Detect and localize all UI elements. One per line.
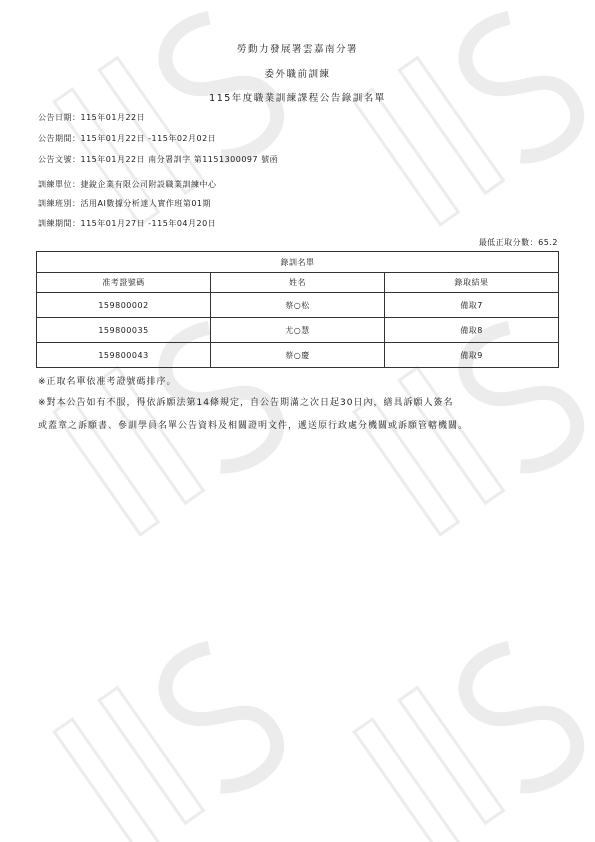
column-header-name: 姓名 — [211, 273, 385, 293]
table-title-row — [37, 252, 559, 273]
admission-table — [36, 251, 559, 368]
minimum-score: 最低正取分數：65.2 — [478, 238, 558, 247]
note-sorting: ※正取名單依准考證號碼排序。 — [38, 377, 177, 387]
result-cell: 備取7 — [385, 293, 559, 318]
announce-period: 公告期間：115年01月22日 -115年02月02日 — [38, 134, 217, 143]
exam-number-cell: 159800043 — [37, 343, 211, 368]
training-unit: 訓練單位：捷銳企業有限公司附設職業訓練中心 — [38, 180, 217, 189]
announce-date: 公告日期：115年01月22日 — [38, 113, 146, 122]
name-cell: 蔡○慶 — [211, 343, 385, 368]
table-title: 錄訓名單 — [37, 252, 559, 273]
note-appeal-line2: 或蓋章之訴願書、參訓學員名單公告資料及相關證明文件，遞送原行政處分機關或訴願管轄機關。 — [38, 421, 469, 431]
agency-title: 勞動力發展署雲嘉南分署 — [236, 44, 358, 55]
name-cell: 蔡○松 — [211, 293, 385, 318]
result-cell: 備取9 — [385, 343, 559, 368]
table-row — [37, 318, 559, 343]
program-title: 委外職前訓練 — [264, 69, 331, 80]
training-class: 訓練班別：活用AI數據分析達人實作班第01期 — [38, 199, 212, 208]
column-header-exam-number: 准考證號碼 — [37, 273, 211, 293]
document-title: 115年度職業訓練課程公告錄訓名單 — [209, 93, 386, 104]
result-cell: 備取8 — [385, 318, 559, 343]
note-appeal-line1: ※對本公告如有不服，得依訴願法第14條規定，自公告期滿之次日起30日內，繕具訴願人簽名 — [38, 398, 454, 408]
exam-number-cell: 159800035 — [37, 318, 211, 343]
name-cell: 尤○慧 — [211, 318, 385, 343]
exam-number-cell: 159800002 — [37, 293, 211, 318]
announce-doc-number: 公告文號：115年01月22日 南分署訓字 第1151300097 號函 — [38, 155, 279, 164]
table-row — [37, 343, 559, 368]
training-period: 訓練期間：115年01月27日 -115年04月20日 — [38, 219, 217, 228]
table-row — [37, 293, 559, 318]
column-header-result: 錄取結果 — [385, 273, 559, 293]
table-header-row — [37, 273, 559, 293]
